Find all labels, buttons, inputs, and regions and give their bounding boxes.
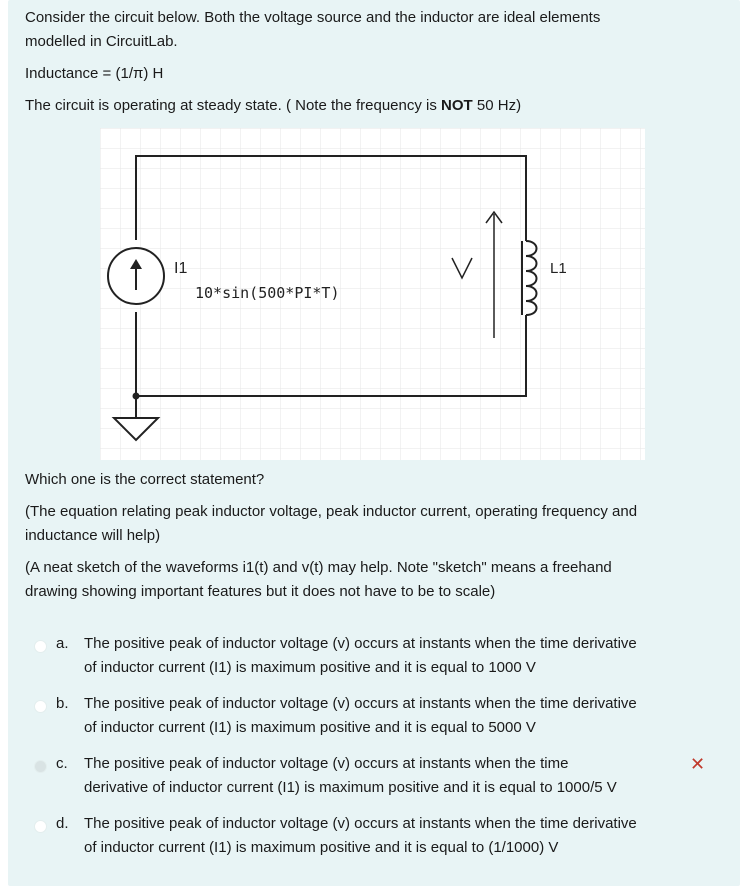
radio-button-b[interactable] — [34, 700, 47, 713]
circuit-svg — [100, 128, 645, 460]
option-text — [84, 812, 714, 860]
steady-state-note — [25, 94, 521, 118]
radio-button-a[interactable] — [34, 640, 47, 653]
option-text-line-1: The positive peak of inductor voltage (v) occurs at instants when the time derivative — [84, 635, 637, 652]
option-text-line-2: derivative of inductor current (I1) is maximum positive and it is equal to 1000/5 V — [84, 779, 617, 796]
steady-state-emphasis: NOT — [441, 97, 473, 114]
option-letter: b. — [56, 695, 69, 712]
option-text — [84, 752, 714, 800]
source-expression: 10*sin(500*PI*T) — [195, 284, 340, 302]
answer-option-c[interactable] — [0, 752, 748, 808]
option-text-line-2: of inductor current (I1) is maximum positive and it is equal to 5000 V — [84, 719, 536, 736]
inductance-value: Inductance = (1/π) H — [25, 65, 164, 82]
hint-2-line-1: (A neat sketch of the waveforms i1(t) and v(t) may help. Note "sketch" means a freehand — [25, 559, 612, 576]
option-letter: c. — [56, 755, 68, 772]
option-text-line-1: The positive peak of inductor voltage (v) occurs at instants when the time derivative — [84, 695, 637, 712]
question-prompt: Which one is the correct statement? — [25, 471, 265, 488]
figure-grid — [100, 128, 645, 460]
option-text-line-2: of inductor current (I1) is maximum positive and it is equal to (1/1000) V — [84, 839, 559, 856]
hint-2-line-2: drawing showing important features but it does not have to be to scale) — [25, 583, 496, 600]
answer-option-b[interactable] — [0, 692, 748, 748]
incorrect-icon: ✕ — [690, 754, 706, 774]
steady-state-prefix: The circuit is operating at steady state. ( Note the frequency is — [25, 97, 442, 114]
option-text-line-1: The positive peak of inductor voltage (v) occurs at instants when the time derivative — [84, 815, 637, 832]
option-text-line-1: The positive peak of inductor voltage (v) occurs at instants when the time — [84, 755, 569, 772]
option-text — [84, 632, 714, 680]
radio-button-c-selected[interactable] — [34, 760, 47, 773]
answer-option-a[interactable] — [0, 632, 748, 688]
intro-line-2: modelled in CircuitLab. — [25, 33, 178, 50]
option-text-line-2: of inductor current (I1) is maximum positive and it is equal to 1000 V — [84, 659, 536, 676]
steady-state-suffix: 50 Hz) — [472, 97, 522, 114]
inductor-label: L1 — [550, 260, 567, 277]
option-text — [84, 692, 714, 740]
hint-1-line-2: inductance will help) — [25, 527, 161, 544]
intro-line-1: Consider the circuit below. Both the voltage source and the inductor are ideal elements — [25, 9, 601, 26]
circuit-diagram — [100, 128, 645, 460]
hint-1-line-1: (The equation relating peak inductor voltage, peak inductor current, operating frequency and — [25, 503, 638, 520]
source-label: I1 — [174, 260, 188, 277]
option-letter: d. — [56, 815, 69, 832]
option-letter: a. — [56, 635, 69, 652]
answer-option-d[interactable] — [0, 812, 748, 868]
radio-button-d[interactable] — [34, 820, 47, 833]
junction-dot — [133, 393, 140, 400]
